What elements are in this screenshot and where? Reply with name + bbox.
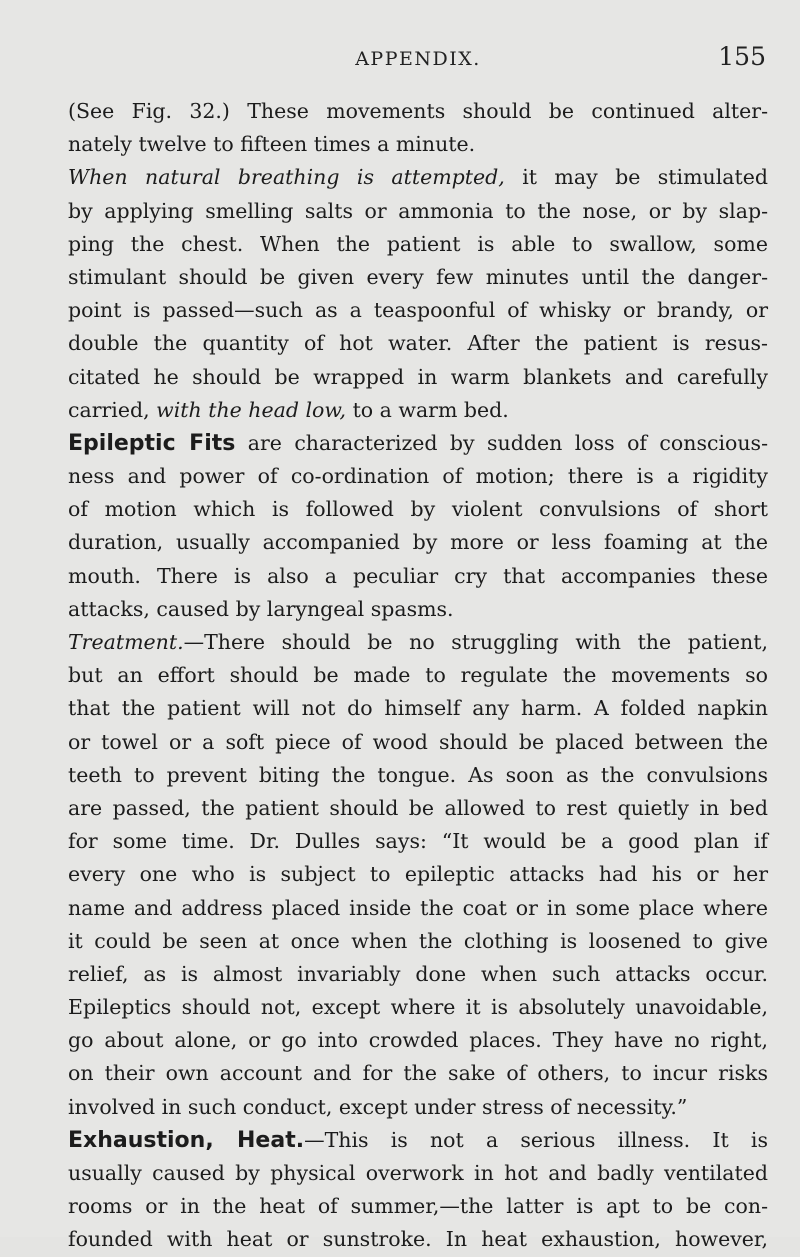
text-line: but an effort should be made to regulate the movements so bbox=[68, 663, 768, 688]
text-line: go about alone, or go into crowded places. They have no right, bbox=[68, 1028, 768, 1053]
text-line: (See Fig. 32.) These movements should be continued alter- bbox=[68, 99, 768, 123]
text-run: to a warm bed. bbox=[346, 397, 509, 422]
paragraph-movements bbox=[68, 95, 768, 161]
text-line: nately twelve to fifteen times a minute. bbox=[68, 132, 476, 157]
paragraph-natural-breathing bbox=[68, 161, 768, 427]
section-heading-epileptic-fits: Epileptic Fits bbox=[68, 430, 236, 456]
paragraph-epileptic-fits bbox=[68, 427, 768, 626]
text-line: involved in such conduct, except under stress of necessity.” bbox=[68, 1094, 688, 1119]
text-line: of motion which is followed by violent convulsions of short bbox=[68, 497, 768, 522]
text-line: ness and power of co-ordination of motion; there is a rigidity bbox=[68, 464, 768, 489]
text-line: for some time. Dr. Dulles says: “It would be a good plan if bbox=[68, 829, 768, 854]
text-line bbox=[68, 626, 768, 659]
page-number: 155 bbox=[718, 42, 766, 71]
paragraph-treatment bbox=[68, 626, 768, 1124]
text-run: —This is not a serious illness. It is bbox=[304, 1127, 768, 1152]
text-line: usually caused by physical overwork in hot and badly ventilated bbox=[68, 1161, 768, 1185]
text-line bbox=[68, 394, 768, 427]
text-line: double the quantity of hot water. After the patient is resus- bbox=[68, 331, 768, 356]
text-line: it could be seen at once when the clothing is loosened to give bbox=[68, 928, 768, 953]
text-line: citated he should be wrapped in warm blankets and carefully bbox=[68, 364, 768, 389]
text-line: on their own account and for the sake of others, to incur risks bbox=[68, 1061, 768, 1086]
text-line bbox=[68, 427, 768, 460]
italic-phrase: Treatment. bbox=[68, 630, 184, 654]
running-head: APPENDIX. bbox=[355, 48, 481, 70]
text-line: founded with heat or sunstroke. In heat exhaustion, however, bbox=[68, 1227, 768, 1252]
text-line bbox=[68, 1124, 768, 1157]
text-line: name and address placed inside the coat or in some place where bbox=[68, 895, 768, 920]
text-line: stimulant should be given every few minutes until the danger- bbox=[68, 264, 768, 289]
body-text bbox=[68, 95, 768, 1257]
text-run: it may be stimulated bbox=[504, 165, 768, 190]
text-line: relief, as is almost invariably done when such attacks occur. bbox=[68, 961, 768, 986]
text-run: —There should be no struggling with the patient, bbox=[183, 630, 768, 654]
italic-phrase: with the head low, bbox=[156, 397, 347, 422]
italic-phrase: When natural breathing is attempted, bbox=[68, 165, 505, 190]
text-run: are characterized by sudden loss of conscious- bbox=[235, 430, 768, 455]
text-line: that the patient will not do himself any harm. A folded napkin bbox=[68, 696, 768, 721]
text-line: every one who is subject to epileptic attacks had his or her bbox=[68, 862, 768, 887]
text-line: duration, usually accompanied by more or less foaming at the bbox=[68, 530, 768, 555]
text-line: by applying smelling salts or ammonia to the nose, or by slap- bbox=[68, 198, 768, 223]
page-header bbox=[68, 42, 768, 76]
text-line: rooms or in the heat of summer,—the latter is apt to be con- bbox=[68, 1194, 768, 1219]
text-line: attacks, caused by laryngeal spasms. bbox=[68, 596, 454, 621]
text-line: teeth to prevent biting the tongue. As soon as the convulsions bbox=[68, 762, 768, 787]
section-heading-exhaustion-heat: Exhaustion, Heat. bbox=[68, 1127, 305, 1153]
text-line: mouth. There is also a peculiar cry that accompanies these bbox=[68, 563, 768, 588]
text-line bbox=[68, 161, 768, 194]
text-line: or towel or a soft piece of wood should be placed between the bbox=[68, 729, 768, 754]
text-line: ping the chest. When the patient is able to swallow, some bbox=[68, 231, 768, 256]
text-run: carried, bbox=[68, 397, 157, 422]
text-line: point is passed—such as a teaspoonful of whisky or brandy, or bbox=[68, 298, 768, 323]
text-line: Epileptics should not, except where it is absolutely unavoidable, bbox=[68, 995, 768, 1020]
text-line: are passed, the patient should be allowed to rest quietly in bed bbox=[68, 795, 768, 820]
